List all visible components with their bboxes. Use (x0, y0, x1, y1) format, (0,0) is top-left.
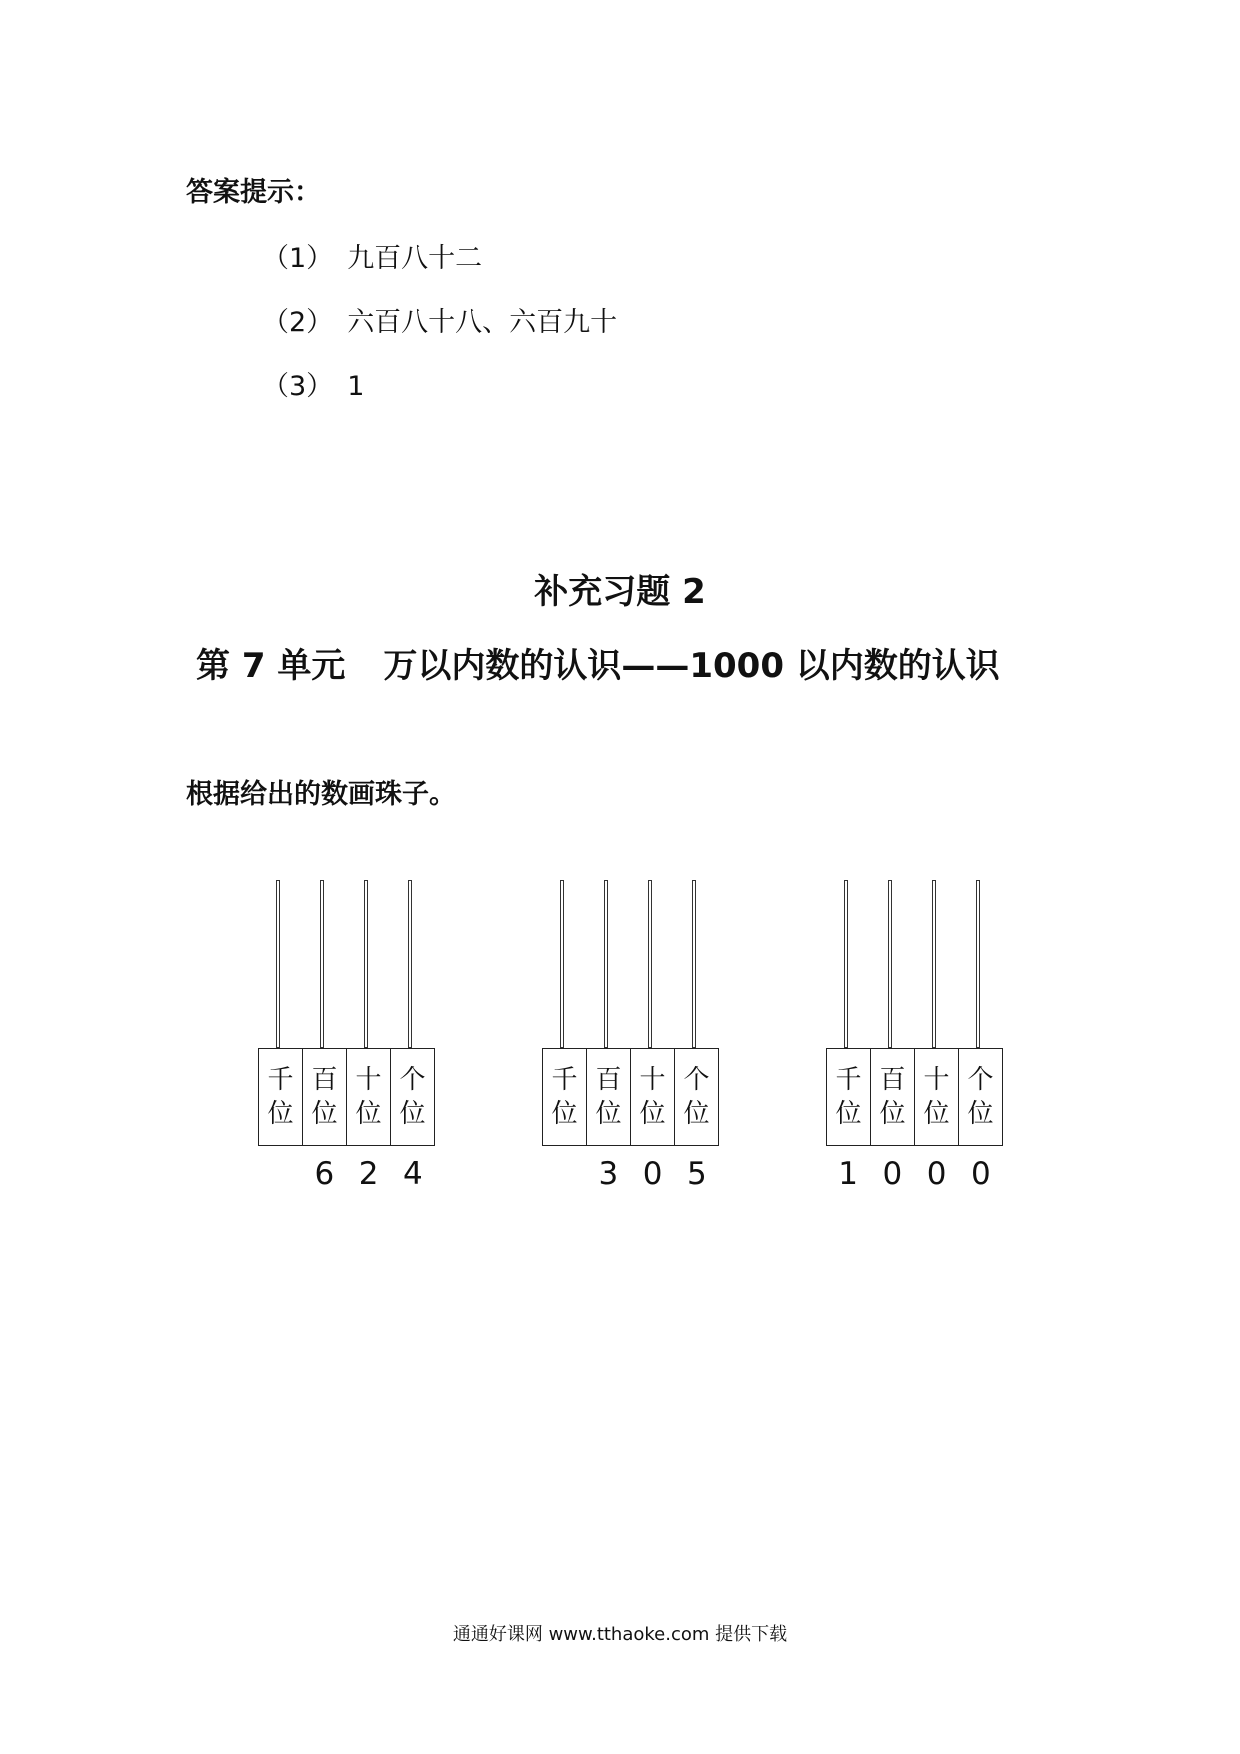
place-ones (959, 1049, 1002, 1145)
place-char: 位 (551, 1099, 578, 1129)
abacus-2 (542, 880, 722, 1200)
abacus-rod-ones[interactable] (408, 880, 412, 1048)
place-char: 百 (879, 1065, 906, 1095)
place-char: 千 (835, 1065, 862, 1095)
place-char: 个 (399, 1065, 426, 1095)
abacus-3 (826, 880, 1006, 1200)
abacus-rod-thousands[interactable] (276, 880, 280, 1048)
digit-tens: 0 (926, 1156, 947, 1192)
place-hundreds (303, 1049, 347, 1145)
place-char: 位 (311, 1099, 338, 1129)
abacus-rod-ones[interactable] (976, 880, 980, 1048)
abacus-rod-hundreds[interactable] (888, 880, 892, 1048)
abacus-rod-hundreds[interactable] (320, 880, 324, 1048)
place-char: 位 (595, 1099, 622, 1129)
answer-number: （1） (262, 243, 334, 274)
abacus-rod-thousands[interactable] (844, 880, 848, 1048)
digit-hundreds: 3 (598, 1156, 619, 1192)
abacus-number (542, 1156, 719, 1192)
place-char: 十 (923, 1065, 950, 1095)
instruction-text: 根据给出的数画珠子。 (186, 779, 456, 810)
answer-hint-heading: 答案提示： (186, 177, 321, 208)
place-char: 十 (355, 1065, 382, 1095)
answer-text: 1 (347, 371, 365, 402)
unit-topic: 万以内数的认识——1000 以内数的认识 (383, 646, 1000, 686)
answer-text: 九百八十二 (347, 243, 483, 274)
abacus-rod-tens[interactable] (648, 880, 652, 1048)
answer-item-3 (262, 364, 364, 403)
footer-source: 通通好课网 www.tthaoke.com 提供下载 (452, 1624, 788, 1645)
unit-subtitle (196, 638, 1000, 687)
abacus-number (258, 1156, 435, 1192)
abacus-rod-thousands[interactable] (560, 880, 564, 1048)
digit-tens: 0 (642, 1156, 663, 1192)
place-char: 位 (399, 1099, 426, 1129)
place-char: 位 (683, 1099, 710, 1129)
place-char: 个 (967, 1065, 994, 1095)
place-tens (631, 1049, 675, 1145)
place-hundreds (871, 1049, 915, 1145)
abacus-1 (258, 880, 438, 1200)
exercise-title: 补充习题 2 (534, 572, 706, 612)
place-ones (391, 1049, 434, 1145)
place-char: 百 (595, 1065, 622, 1095)
digit-thousands: 1 (838, 1156, 858, 1192)
place-value-labels (258, 1048, 435, 1146)
answer-number: （2） (262, 307, 334, 338)
place-tens (347, 1049, 391, 1145)
answer-number: （3） (262, 371, 334, 402)
digit-ones: 0 (971, 1156, 991, 1192)
abacus-rod-ones[interactable] (692, 880, 696, 1048)
place-char: 位 (835, 1099, 862, 1129)
place-hundreds (587, 1049, 631, 1145)
place-value-labels (826, 1048, 1003, 1146)
abacus-number (826, 1156, 1003, 1192)
place-char: 位 (879, 1099, 906, 1129)
abacus-rod-hundreds[interactable] (604, 880, 608, 1048)
digit-tens: 2 (358, 1156, 379, 1192)
place-thousands (543, 1049, 587, 1145)
place-char: 位 (639, 1099, 666, 1129)
place-char: 千 (551, 1065, 578, 1095)
abacus-rod-tens[interactable] (364, 880, 368, 1048)
place-ones (675, 1049, 718, 1145)
digit-hundreds: 6 (314, 1156, 335, 1192)
answer-item-1 (262, 236, 482, 275)
place-thousands (259, 1049, 303, 1145)
unit-label: 第 7 单元 (196, 646, 346, 686)
digit-ones: 5 (687, 1156, 707, 1192)
digit-thousands (258, 1156, 302, 1192)
digit-hundreds: 0 (882, 1156, 903, 1192)
place-value-labels (542, 1048, 719, 1146)
digit-thousands (542, 1156, 586, 1192)
answer-item-2 (262, 300, 617, 339)
place-char: 千 (267, 1065, 294, 1095)
place-char: 百 (311, 1065, 338, 1095)
place-char: 位 (267, 1099, 294, 1129)
place-char: 个 (683, 1065, 710, 1095)
place-char: 位 (967, 1099, 994, 1129)
answer-text: 六百八十八、六百九十 (347, 307, 618, 338)
place-char: 位 (923, 1099, 950, 1129)
place-tens (915, 1049, 959, 1145)
place-char: 十 (639, 1065, 666, 1095)
abacus-rod-tens[interactable] (932, 880, 936, 1048)
place-char: 位 (355, 1099, 382, 1129)
digit-ones: 4 (403, 1156, 423, 1192)
place-thousands (827, 1049, 871, 1145)
